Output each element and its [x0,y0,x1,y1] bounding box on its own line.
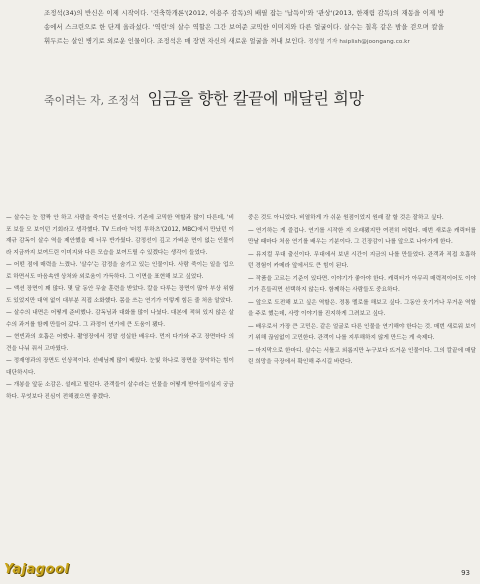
left-paragraph: — 살수는 눈 깜짝 안 하고 사람을 죽이는 인물이다. 기존에 코믹한 역할과 많이 다른데, '비포 보들 모 보이던 기회라고 생각했다. TV 드라마 '더킹 투하츠'(2012, MBC)에서 만났던 이재규 감독이 살수 역을 제안했을 때 너무 반가웠다. 감정선이 깊고 가벼운 면이 없는 인물이라 지금까지 보여드린 이미지와 다른 모습을 보여드릴 수 있겠다는 생각이 들었다. [6,215,234,256]
headline-title: 임금을 향한 칼끝에 매달린 희망 [147,89,364,108]
right-paragraph: — 연기하는 게 즐겁나. 연기를 시작한 지 오래됐지만 여전히 어렵다. 매번 새로운 캐릭터를 만날 때마다 처음 연기를 배우는 기분이다. 그 긴장감이 나를 앞으로 나아가게 한다. [248,227,476,245]
right-paragraph: — 배우로서 가장 큰 고민은. 같은 얼굴로 다른 인물을 연기해야 한다는 것. 매번 새로워 보이기 위해 끊임없이 고민한다. 관객이 나를 지루해하지 않게 만드는 게 숙제다. [248,323,476,341]
headline-kicker: 죽이려는 자, 조정석 [44,94,140,107]
right-paragraph: 중은 것도 아니었다. 비열하게 가 쉬운 원점이었지 원래 잘 할 것은 잘하고 싶다. [248,215,444,221]
left-paragraph: — 현빈과의 호흡은 어땠나. 촬영장에서 정말 성실한 배우다. 먼저 다가와 주고 장면마다 의견을 나눠 줘서 고마웠다. [6,334,234,352]
article-body [6,213,476,563]
watermark-logo: Yajagool [4,562,70,577]
left-paragraph: — 개봉을 앞둔 소감은. 설레고 떨린다. 관객들이 살수라는 인물을 어떻게 받아들이실지 궁금하다. 무엇보다 진심이 전해졌으면 좋겠다. [6,382,234,400]
left-paragraph: — 살수의 내면은 어떻게 준비했나. 감독님과 대화를 많이 나눴다. 대본에 적혀 있지 않은 살수의 과거를 함께 만들어 갔다. 그 과정이 연기에 큰 도움이 됐다. [6,310,234,328]
article-headline [44,86,480,109]
left-paragraph: — 액션 장면이 꽤 많다. 몇 달 동안 무술 훈련을 받았다. 칼을 다루는 장면이 많아 부상 위험도 있었지만 대역 없이 대부분 직접 소화했다. 몸을 쓰는 연기가 이렇게 힘든 줄 처음 알았다. [6,286,234,304]
reporter-credit: 정성렬 기자 hsiplish@joongang.co.kr [308,39,410,45]
right-paragraph: — 마지막으로 한마디. 살수는 서툴고 외롭지만 누구보다 뜨거운 인물이다. 그의 칼끝에 매달린 희망을 극장에서 확인해 주시길 바란다. [248,347,476,365]
intro-block [44,6,444,49]
right-paragraph: — 작품을 고르는 기준이 있다면. 이야기가 좋아야 한다. 캐릭터가 아무리 매력적이어도 이야기가 흔들리면 선택하지 않는다. 함께하는 사람들도 중요하다. [248,275,476,293]
right-column [248,213,476,563]
left-paragraph: — 어떤 점에 매력을 느꼈나. '살수'는 감정을 숨기고 있는 인물이다. 사람 죽이는 일을 업으로 하면서도 마음속엔 상처와 외로움이 가득하다. 그 이면을 표현해 보고 싶었다. [6,262,234,280]
page-number: 93 [461,569,470,577]
intro-text: 조정석(34)의 반신은 이제 시작이다. '건축학개론'(2012, 이용주 감독)의 배필 잡는 '납득이'와 '관상'(2013, 한재림 감독)의 재동을 이제 방송에서 스크린으로 한 단계 올라섰다. '역린'의 살수 역할은 그간 보여준 코믹한 이미지와 다른 얼굴이다. 살수는 칠흑 같은 밤을 걷으며 칼을 휘두르는 살인 병기로 외로운 인물이다. 조정석은 매 장면 자신의 새로운 얼굴을 꺼내 보인다. [44,9,444,45]
right-paragraph: — 뮤지컬 무대 출신이다. 무대에서 보낸 시간이 지금의 나를 만들었다. 관객과 직접 호흡하던 경험이 카메라 앞에서도 큰 힘이 된다. [248,251,476,269]
right-paragraph: — 앞으로 도전해 보고 싶은 역할은. 정통 멜로를 해보고 싶다. 그동안 웃기거나 무거운 역할을 주로 했는데, 사랑 이야기를 진지하게 그려보고 싶다. [248,299,476,317]
left-column [6,213,234,563]
left-paragraph: — 정재영과의 장면도 인상적이다. 선배님께 많이 배웠다. 눈빛 하나로 장면을 장악하는 힘이 대단하시다. [6,358,234,376]
